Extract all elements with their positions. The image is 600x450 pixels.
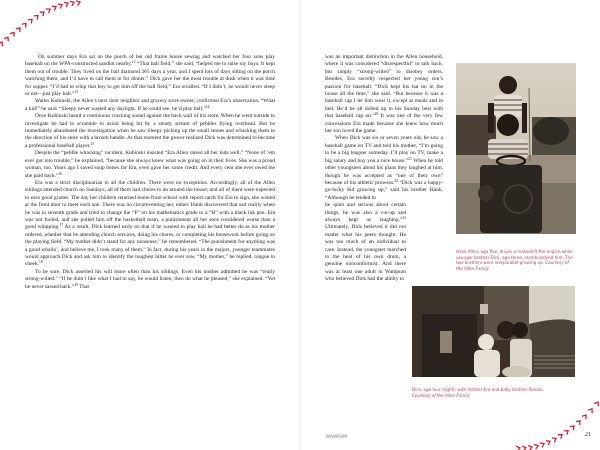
footnote-ref[interactable]: 14	[205, 104, 210, 109]
footnote-ref[interactable]: 23	[402, 215, 406, 220]
footnote-ref[interactable]: 13	[74, 90, 79, 95]
photo-caption: Hank Allen, age five, drives a makeshift fire engine while younger brother Dick, age three, stands behind him. The two brothers were inseparable growing up. Courtesy of the Allen Family	[456, 249, 573, 271]
paragraph: Walter Kubinski, the Allen’s next door neighbor and grocery store owner, confirmed Era’s observation. “What a kid!” he said. “Sleepy never wasted any daylight. If he could see, he’d play ball.”$^{14}$	[25, 98, 275, 112]
right-text-column	[325, 54, 443, 284]
footnote-ref[interactable]: 12	[131, 60, 136, 65]
footnote-ref[interactable]: 15	[90, 141, 95, 146]
photo-dick-with-mother-and-brother	[412, 286, 575, 377]
paragraph: To be sure, Dick asserted his will more often than his siblings. Even his mother admitted he was “really strong-willed.” “If he didn’t like what I had to say, he would listen, then do what he pleased,” she explained. “Yet he never sassed back.”$^{19}$ That	[25, 268, 275, 290]
photo-hank-and-dick-fire-engine	[456, 63, 576, 234]
paragraph: be quiet and serious about certain things, he was also a cut-up and always kept us laughing.”$^{23}$ Ultimately, Dick believed it did not matter what his peers thought. He was too much of an individual to care. Instead, the youngster marched to the beat of his own drum, a genuine nonconformist. And there was at least one adult in Wampum who believed Dick had the ability to	[325, 202, 406, 283]
photo-caption: Dick, age four (right), with mother Era and baby brother Ronnie. Courtesy of the Allen Family	[412, 387, 544, 398]
photo-credit: Courtesy of the Allen Family	[456, 260, 569, 271]
paragraph: Era was a strict disciplinarian to all the children. There were no exceptions. Accordingly, all of the Allen siblings attended church on Sundays; all of them had chores to do around the house; and all of them were expected to earn good grades. The day her children returned home from school with report cards for Era to sign, she waited at the front door to meet each one. There was no circumventing her, either. Hank discovered that sad reality when he was in seventh grade and tried to change the “F” on his mathematics grade to a “B” with a black ink pen. Era was not fooled, and she pulled him off the basketball team, a punishment all her sons considered worse than a good whipping.$^{17}$ As a result, Dick learned early on that if he wanted to play ball he had better do as his mother ordered, whether that be attending church services, doing his chores, or completing his homework before going on the playing field. “My mother didn’t stand for any nonsense,” he remembered. “The punishment for anything was a good whalin’, and believe me, I took many of them.” In fact, during his years in the majors, younger teammates would approach Dick and ask him to identify the toughest hitter he ever saw. “My mother,” he replied, tongue in cheek.$^{18}$	[25, 179, 275, 268]
footnote-ref[interactable]: 18	[39, 260, 43, 265]
footnote-ref[interactable]: 20	[374, 112, 379, 117]
footnote-ref[interactable]: 16	[58, 171, 62, 176]
footnote-ref[interactable]: 19	[74, 282, 78, 287]
paragraph: Once Kubinski heard a continuous cracking sound against the back wall of his store. When he went outside to investigate he had to scramble to avoid being hit by a steady stream of pebbles flying overhead. But he immediately abandoned the investigation when he saw Sleepy picking up the small stones and whacking them in the direction of his store with a broom handle. At that moment the grocer realized Dick was determined to become a professional baseball player.$^{15}$	[25, 113, 275, 149]
paragraph: was an important distinction in the Allen household, where it was considered “disrespectful” to talk back, but simply “strong-willed” to disobey orders. Besides, Era secretly respected her young son’s passion for baseball. “Dick kept his hat on in the house all the time,” she said. “But because it was a baseball cap I let him wear it, except at meals and in bed. He’d be all dolled up in his Sunday best with that baseball cap on.”$^{20}$ It was one of the very few concessions Era made because she knew how much her son loved the game.	[325, 54, 443, 135]
footnote-ref[interactable]: 21	[408, 156, 412, 161]
paragraph: When Dick was six or seven years old, he saw a baseball game on TV and told his mother, “I’m going to be a big leaguer someday. I’ll play on TV, make a big salary and buy you a nice house.”$^{21}$ When he told other youngsters about his plans they laughed at him, though he was accepted as “one of their own” because of his athletic prowess.$^{22}$ “Dick was a happy-go-lucky kid growing up,” said his brother Hank. “Although he tended to	[325, 135, 443, 201]
paragraph: Despite the “pebble whacking” incident, Kubinski insisted “Era Allen raised all her kids well.” “None of ’em ever got into trouble,” he explained, “because she always knew what was going on in their lives. She was a proud woman, too. Years ago I saved soup bones for Era, even gave her some credit. And every cent she ever owed me she paid back.”$^{16}$	[25, 150, 275, 179]
page-number: 21	[585, 432, 591, 438]
footnote-ref[interactable]: 17	[59, 223, 64, 228]
footnote-ref[interactable]: 22	[394, 178, 398, 183]
paragraph: On summer days Era sat on the porch of her old frame house sewing and watched her four sons play baseball on the WPA-constructed sandlot nearby.$^{12}$ “That ball field,” she said, “helped me to raise my boys. It kept them out of trouble. They lived on the ball diamond 365 days a year, and I spent lots of days sitting on the porch watching them, and I’d have to call them in for dinner.” Dick gave her the most trouble at dusk when it was time for supper. “I’d had to whip that boy to get him off the ball field,” Era recalled. “If I didn’t, he would never sleep or eat—just play ball.”$^{13}$	[25, 54, 275, 98]
left-text-column	[25, 54, 275, 291]
photo-credit: Courtesy of the Allen Family	[412, 392, 470, 398]
running-footer: WAMPUM	[326, 434, 348, 439]
